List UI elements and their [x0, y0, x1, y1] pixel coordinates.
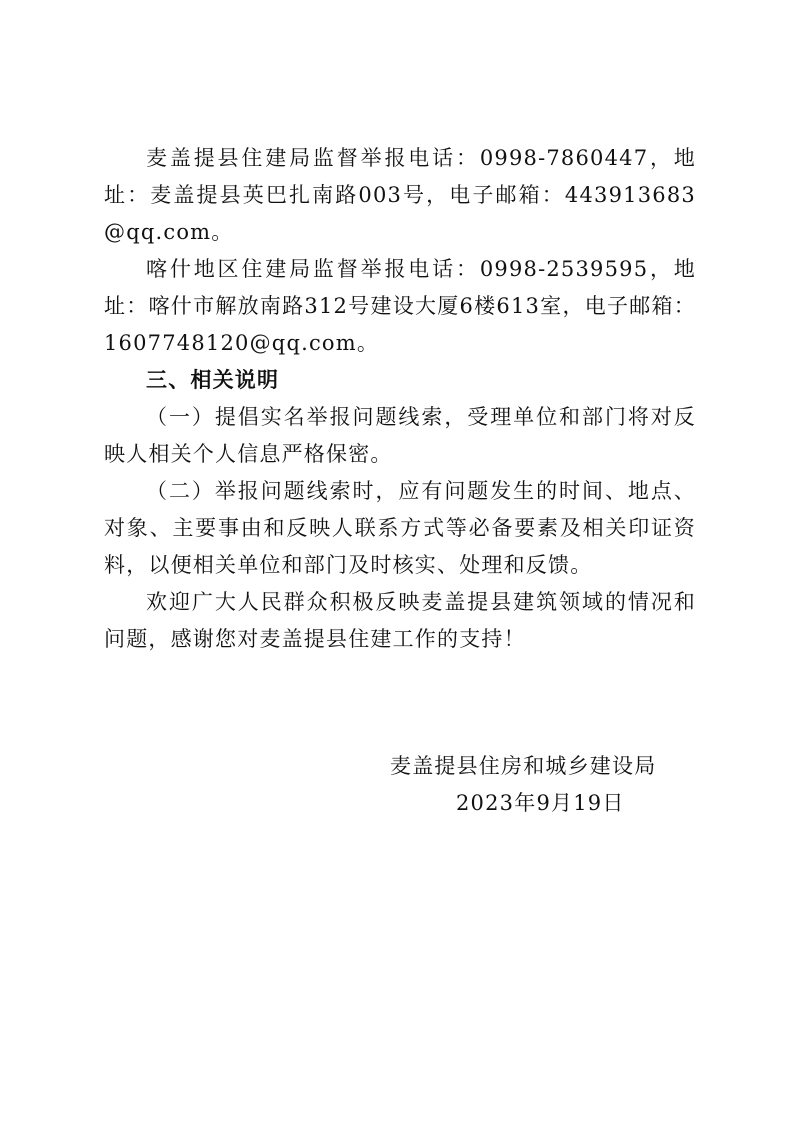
prefecture-contact-paragraph: 喀什地区住建局监督举报电话：0998-2539595，地址：喀什市解放南路312号建设大厦6楼613室，电子邮箱：1607748120@qq.com。	[104, 257, 696, 355]
note-paragraph-1: （一）提倡实名举报问题线索，受理单位和部门将对反映人相关个人信息严格保密。	[104, 405, 696, 466]
signature-block	[390, 748, 690, 822]
note-paragraph-2: （二）举报问题线索时，应有问题发生的时间、地点、对象、主要事由和反映人联系方式等必备要素及相关印证资料，以便相关单位和部门及时核实、处理和反馈。	[104, 479, 696, 577]
section-heading: 三、相关说明	[146, 368, 280, 392]
signature-date: 2023年9月19日	[456, 791, 625, 815]
document-body	[104, 140, 696, 658]
signature-organization: 麦盖提县住房和城乡建设局	[390, 754, 657, 778]
county-contact-paragraph: 麦盖提县住建局监督举报电话：0998-7860447，地址：麦盖提县英巴扎南路003号，电子邮箱：443913683@qq.com。	[104, 146, 696, 244]
closing-paragraph: 欢迎广大人民群众积极反映麦盖提县建筑领域的情况和问题，感谢您对麦盖提县住建工作的支持！	[104, 590, 696, 651]
